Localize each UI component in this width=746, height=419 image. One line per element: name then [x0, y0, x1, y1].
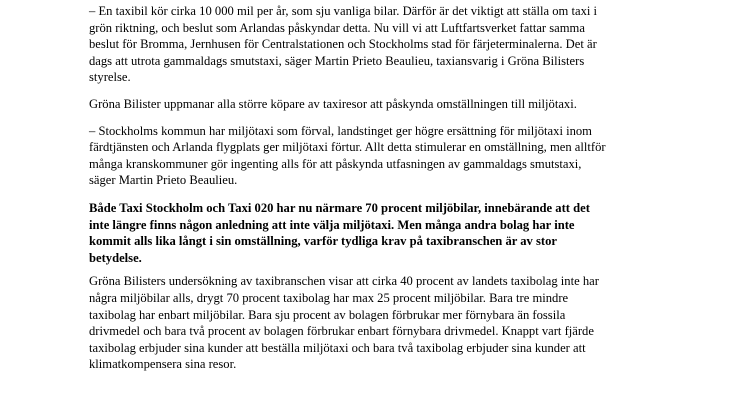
paragraph-quote-arlanda	[89, 3, 709, 86]
text-line: många kranskommuner gör ingenting alls för att påskynda utfasningen av gammaldags smutstaxi,	[89, 156, 582, 171]
text-line: taxibolag har enbart miljöbilar. Bara sju procent av bolagen förbrukar mer förnybara än fossila	[89, 307, 566, 322]
text-line: klimatkompensera sina resor.	[89, 357, 237, 372]
text-line: säger Martin Prieto Beaulieu.	[89, 173, 238, 188]
text-line: taxibolag erbjuder sina kunder att beställa miljötaxi och bara två taxibolag erbjuder sina kunder att	[89, 340, 586, 355]
paragraph-bold-highlight	[89, 200, 709, 266]
text-line: kommit alls lika långt i sin omställning, varför tydliga krav på taxibranschen är av stor	[89, 234, 557, 249]
text-line: drivmedel och bara två procent av bolagen förbrukar enbart förnybara drivmedel. Knappt vart fjärde	[89, 324, 594, 339]
text-line: dags att utrota gammaldags smutstaxi, säger Martin Prieto Beaulieu, taxiansvarig i Gröna Bilisters	[89, 53, 585, 68]
paragraph-call-to-action	[89, 96, 709, 113]
text-line: Gröna Bilister uppmanar alla större köpare av taxiresor att påskynda omställningen till miljötaxi.	[89, 96, 577, 111]
document-body	[89, 0, 709, 373]
text-line: betydelse.	[89, 250, 142, 265]
paragraph-quote-stockholm	[89, 123, 709, 189]
text-line: styrelse.	[89, 70, 131, 85]
text-line: beslut för Bromma, Jernhusen för Centralstationen och Stockholms stad för färjeterminalerna. Det är	[89, 37, 597, 52]
text-line: Gröna Bilisters undersökning av taxibranschen visar att cirka 40 procent av landets taxibolag inte har	[89, 274, 599, 289]
text-line: – En taxibil kör cirka 10 000 mil per år, som sju vanliga bilar. Därför är det viktigt att ställa om taxi i	[89, 4, 598, 18]
text-line: – Stockholms kommun har miljötaxi som förval, landstinget ger högre ersättning för miljötaxi inom	[89, 123, 592, 138]
text-line: färdtjänsten och Arlanda flygplats ger miljötaxi förtur. Allt detta stimulerar en omställning, men alltför	[89, 140, 606, 155]
text-line: grön riktning, och beslut som Arlandas påskyndar detta. Nu vill vi att Luftfartsverket fattar samma	[89, 20, 585, 35]
paragraph-survey-results	[89, 273, 709, 373]
text-line: Både Taxi Stockholm och Taxi 020 har nu närmare 70 procent miljöbilar, innebärande att det	[89, 200, 590, 215]
text-line: inte längre finns någon anledning att inte välja miljötaxi. Men många andra bolag har inte	[89, 217, 575, 232]
text-line: några miljöbilar alls, drygt 70 procent taxibolag har max 25 procent miljöbilar. Bara tre mindre	[89, 290, 569, 305]
